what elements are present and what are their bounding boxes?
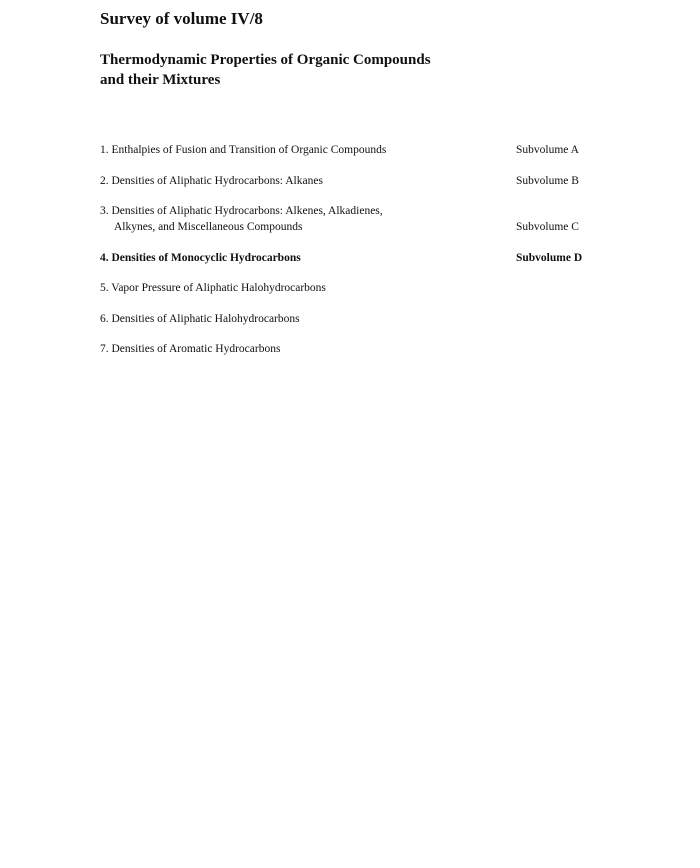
contents-item-7: [100, 341, 600, 357]
contents-item-line: 3. Densities of Aliphatic Hydrocarbons: Alkenes, Alkadienes,: [100, 205, 383, 217]
contents-item-line: Alkynes, and Miscellaneous Compounds: [114, 221, 303, 233]
contents-item-5: [100, 280, 600, 296]
volume-title: [100, 50, 431, 90]
contents-item-1: [100, 142, 600, 158]
contents-item-line: 5. Vapor Pressure of Aliphatic Halohydrocarbons: [100, 282, 326, 294]
contents-item-text: [100, 142, 480, 158]
contents-item-line: 7. Densities of Aromatic Hydrocarbons: [100, 343, 281, 355]
contents-item-text: [100, 341, 480, 357]
subvolume-label: Subvolume B: [516, 174, 579, 187]
subvolume-label: Subvolume A: [516, 144, 579, 156]
contents-item-text: [100, 311, 480, 327]
contents-item-text: [100, 173, 480, 189]
contents-item-line: 4. Densities of Monocyclic Hydrocarbons: [100, 251, 301, 264]
page-title: Survey of volume IV/8: [100, 9, 263, 28]
volume-title-line: Thermodynamic Properties of Organic Compounds: [100, 52, 431, 68]
contents-item-line: 1. Enthalpies of Fusion and Transition of Organic Compounds: [100, 144, 387, 156]
contents-item-3: [100, 203, 600, 235]
contents-item-4: [100, 250, 600, 266]
contents-item-text: [100, 250, 480, 266]
contents-item-text: [100, 280, 480, 296]
contents-item-text: [100, 203, 480, 235]
contents-item-line: 2. Densities of Aliphatic Hydrocarbons: Alkanes: [100, 174, 323, 187]
volume-title-line: and their Mixtures: [100, 72, 221, 88]
subvolume-label: Subvolume C: [516, 221, 579, 233]
contents-item-line: 6. Densities of Aliphatic Halohydrocarbons: [100, 312, 300, 325]
contents-list: [100, 142, 600, 372]
contents-item-6: [100, 311, 600, 327]
subvolume-label: Subvolume D: [516, 251, 583, 264]
contents-item-2: [100, 173, 600, 189]
